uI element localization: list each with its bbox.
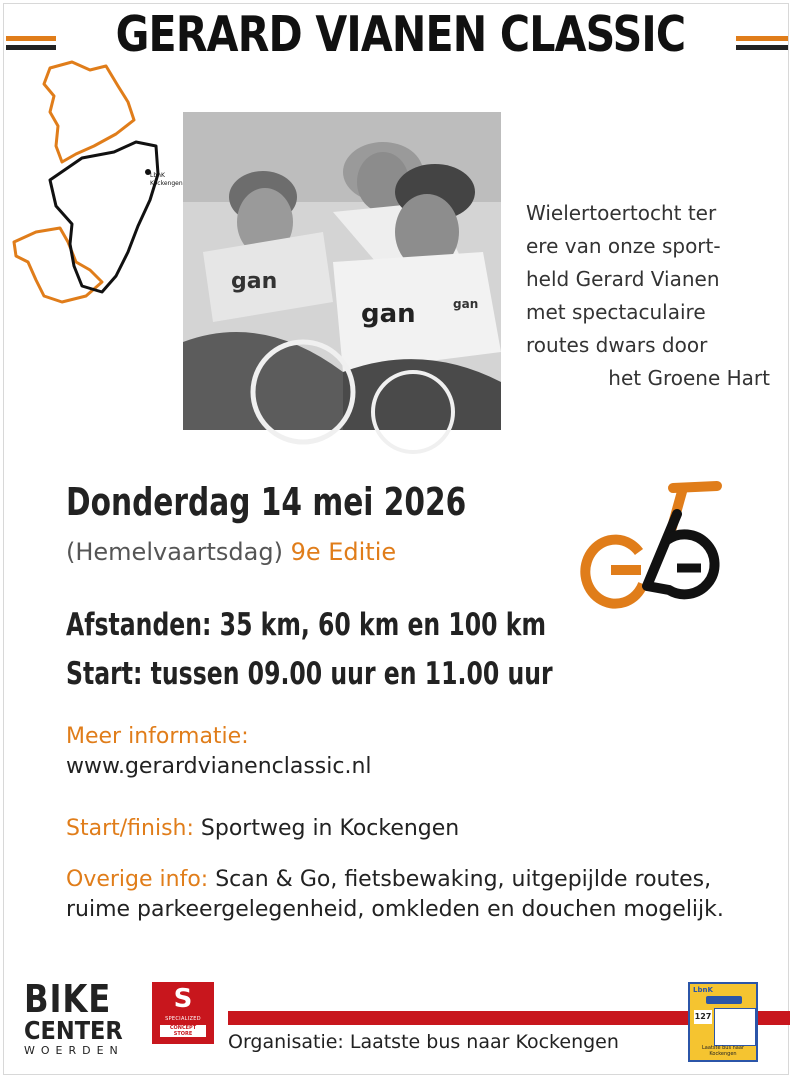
bike-center-line1: BIKE	[24, 977, 112, 1021]
laatste-bus-logo	[688, 982, 758, 1062]
intro-line: held Gerard Vianen	[526, 267, 720, 291]
specialized-s-icon: S	[173, 984, 193, 1014]
specialized-text: SPECIALIZED	[165, 1016, 201, 1022]
bus-timetable-icon	[714, 1008, 756, 1046]
bus-logo-footer: Laatste bus naar Kockengen	[702, 1045, 744, 1057]
svg-text:gan: gan	[453, 297, 479, 311]
more-info-label: Meer informatie:	[66, 724, 249, 749]
poster-title: GERARD VIANEN CLASSIC	[115, 6, 686, 63]
gvc-bike-logo	[585, 478, 725, 603]
start-finish-label: Start/finish:	[66, 816, 194, 841]
map-label-line1: LbnK	[150, 172, 165, 179]
svg-text:gan: gan	[361, 299, 416, 329]
intro-line: ere van onze sport-	[526, 234, 721, 258]
bike-center-line2: CENTER	[24, 1016, 123, 1045]
intro-line: met spectaculaire	[526, 300, 706, 324]
map-label-line2: Kockengen	[150, 180, 183, 187]
start-time-line: Start: tussen 09.00 uur en 11.00 uur	[66, 656, 553, 692]
intro-line: het Groene Hart	[608, 366, 770, 390]
cyclists-photo	[183, 112, 501, 430]
event-edition: 9e Editie	[290, 538, 397, 566]
event-holiday: (Hemelvaartsdag)	[66, 538, 283, 566]
specialized-logo	[152, 982, 214, 1044]
start-finish-value: Sportweg in Kockengen	[200, 816, 460, 841]
bus-icon	[706, 996, 742, 1004]
event-subline	[66, 538, 396, 566]
distances-line: Afstanden: 35 km, 60 km en 100 km	[66, 607, 547, 643]
header-stripe-right	[736, 36, 788, 50]
intro-line: Wielertoertocht ter	[526, 201, 717, 225]
website-link[interactable]: www.gerardvianenclassic.nl	[66, 754, 372, 779]
start-finish-block	[66, 814, 766, 844]
specialized-sub: CONCEPT STORE	[160, 1025, 206, 1037]
route-map	[10, 56, 183, 306]
bus-logo-title: LbnK	[693, 986, 713, 994]
intro-text	[526, 197, 770, 395]
other-info-block	[66, 865, 766, 925]
svg-text:gan: gan	[231, 269, 278, 294]
bike-center-line3: WOERDEN	[24, 1044, 124, 1057]
intro-line: routes dwars door	[526, 333, 708, 357]
bike-center-logo	[24, 977, 144, 1057]
event-date: Donderdag 14 mei 2026	[66, 480, 467, 524]
bus-number: 127	[694, 1010, 712, 1024]
more-info-block	[66, 722, 766, 782]
other-info-value: Scan & Go, fietsbewaking, uitgepijlde routes, ruime parkeergelegenheid, omkleden en douchen mogelijk.	[66, 867, 724, 922]
other-info-label: Overige info:	[66, 867, 209, 892]
header-stripe-left	[6, 36, 56, 50]
organisation-text: Organisatie: Laatste bus naar Kockengen	[228, 1031, 619, 1053]
